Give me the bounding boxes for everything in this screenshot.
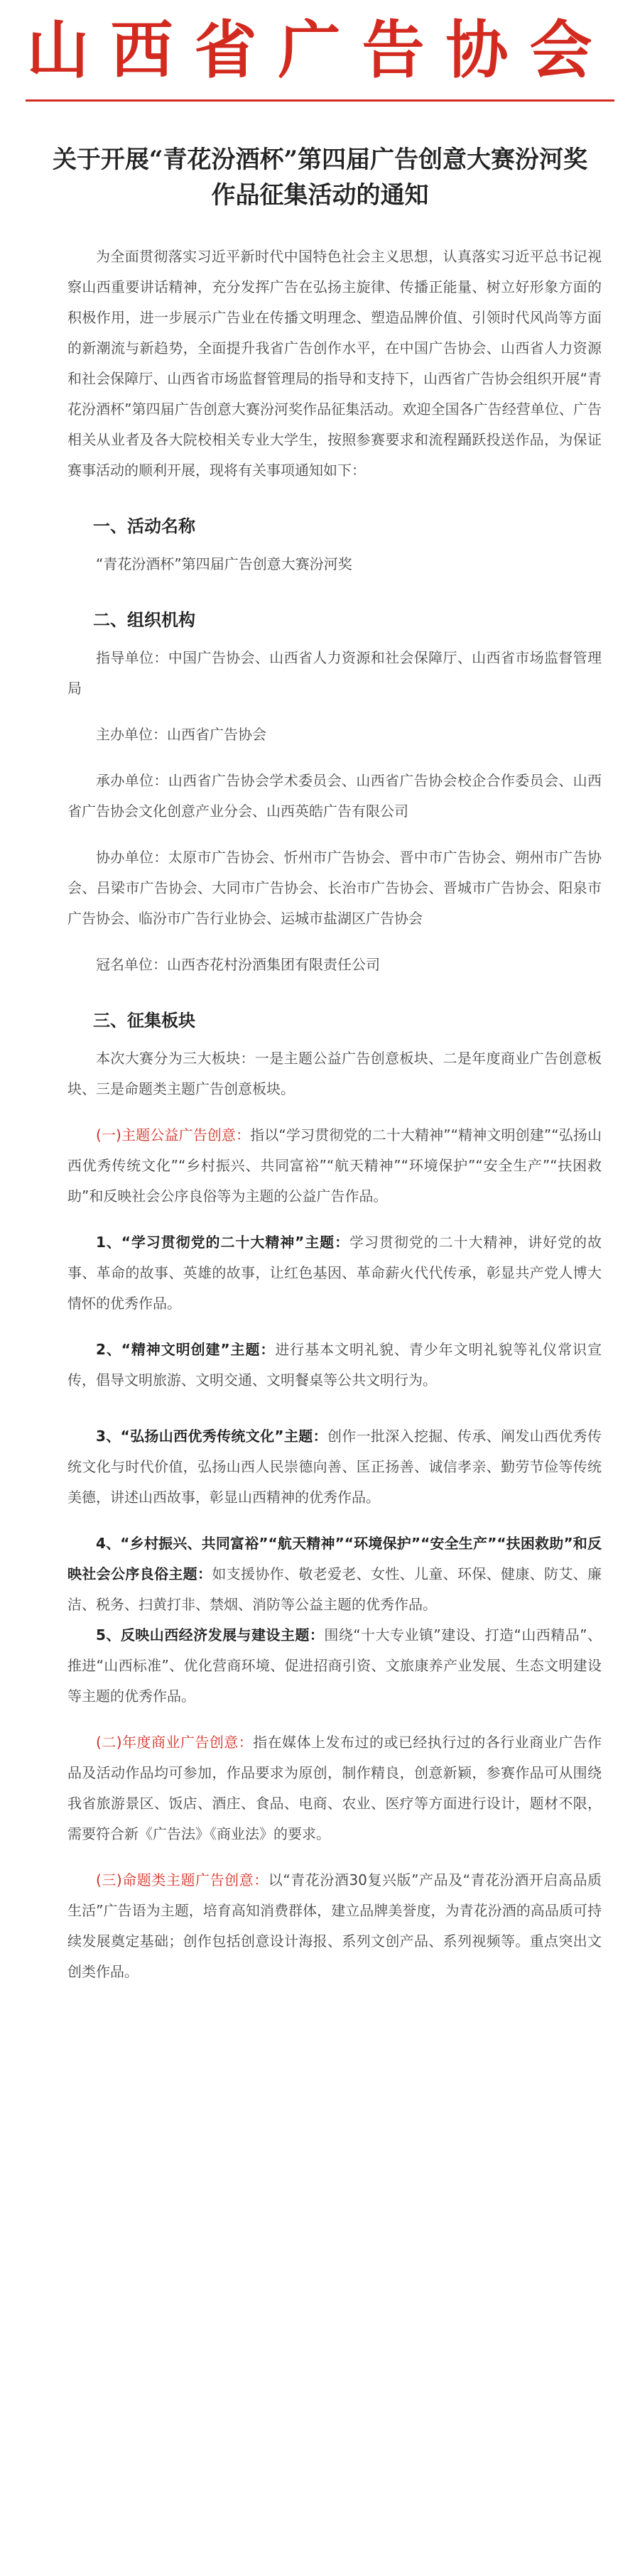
topic-label: 1、“学习贯彻党的二十大精神”主题： (96, 1234, 350, 1251)
host-unit: 主办单位：山西省广告协会 (96, 726, 266, 743)
topic-item (67, 1421, 602, 1513)
section-heading-activity-name: 一、活动名称 (93, 516, 195, 536)
commercial-text: 指在媒体上发布过的或已经执行过的各行业商业广告作品及活动作品均可参加，作品要求为原创，制作精良，创意新颖，参赛作品可从围绕我省旅游景区、饭店、酒庄、食品、电商、农业、医疗等方面进行设计，题材不限，需要符合新《广告法》《商业法》的要求。 (67, 1734, 602, 1842)
topic-text: 围绕“十大专业镇”建设、打造“山西精品”、推进“山西标准”、优化营商环境、促进招商引资、文旅康养产业发展、生态文明建设等主题的优秀作品。 (67, 1626, 602, 1705)
topic-label: 4、“乡村振兴、共同富裕”“航天精神”“环境保护”“安全生产”“扶困救助”和反映社会公序良俗主题： (67, 1535, 602, 1582)
topic-label: 3、“弘扬山西优秀传统文化”主题： (96, 1428, 327, 1445)
topic-item (67, 1227, 602, 1319)
commercial-category (67, 1727, 602, 1849)
notice-body (67, 241, 602, 1987)
org-name: 山西省广告协会 (26, 13, 614, 87)
topic-text: 进行基本文明礼貌、青少年文明礼貌等礼仪常识宣传，倡导文明旅游、文明交通、文明餐桌等公共文明行为。 (67, 1341, 602, 1388)
topic-item (67, 1335, 602, 1396)
public-welfare-category (67, 1120, 602, 1212)
proposition-text: 以“青花汾酒30复兴版”产品及“青花汾酒开启高品质生活”广告语为主题，培育高知消费群体，建立品牌美誉度，为青花汾酒的高品质可持续发展奠定基础；创作包括创意设计海报、系列文创产品、系列视频等。重点突出文创类作品。 (67, 1871, 602, 1980)
activity-name-text: “青花汾酒杯”第四届广告创意大赛汾河奖 (96, 555, 352, 572)
topic-item (67, 1620, 602, 1712)
proposition-category (67, 1865, 602, 1987)
topic-item (67, 1528, 602, 1620)
public-welfare-label: (一)主题公益广告创意： (96, 1126, 251, 1143)
red-divider (26, 99, 614, 102)
topic-text: 学习贯彻党的二十大精神，讲好党的故事、革命的故事、英雄的故事，让红色基因、革命薪火代代传承，彰显共产党人博大情怀的优秀作品。 (67, 1234, 602, 1312)
topic-text: 创作一批深入挖掘、传承、阐发山西优秀传统文化与时代价值，弘扬山西人民崇德向善、匡正扬善、诚信孝亲、勤劳节俭等传统美德，讲述山西故事，彰显山西精神的优秀作品。 (67, 1428, 602, 1506)
proposition-label: (三)命题类主题广告创意： (96, 1871, 269, 1888)
section-heading-organization: 二、组织机构 (93, 610, 195, 630)
guide-units: 指导单位：中国广告协会、山西省人力资源和社会保障厅、山西省市场监督管理局 (67, 649, 602, 697)
notice-title: 关于开展“青花汾酒杯”第四届广告创意大赛汾河奖作品征集活动的通知 (52, 146, 588, 210)
commercial-label: (二)年度商业广告创意： (96, 1734, 254, 1751)
topic-label: 2、“精神文明创建”主题： (96, 1341, 276, 1358)
topic-text: 如支援协作、敬老爱老、女性、儿童、环保、健康、防艾、廉洁、税务、扫黄打非、禁烟、消防等公益主题的优秀作品。 (67, 1565, 602, 1613)
intro-paragraph: 为全面贯彻落实习近平新时代中国特色社会主义思想，认真落实习近平总书记视察山西重要讲话精神，充分发挥广告在弘扬主旋律、传播正能量、树立好形象方面的积极作用，进一步展示广告业在传播文明理念、塑造品牌价值、引领时代风尚等方面的新潮流与新趋势，全面提升我省广告创作水平，在中国广告协会、山西省人力资源和社会保障厅、山西省市场监督管理局的指导和支持下，山西省广告协会组织开展“青花汾酒杯”第四届广告创意大赛汾河奖作品征集活动。欢迎全国各广告经营单位、广告相关从业者及各大院校相关专业大学生，按照参赛要求和流程踊跃投送作品，为保证赛事活动的顺利开展，现将有关事项通知如下： (67, 248, 602, 479)
section-heading-categories: 三、征集板块 (93, 1011, 195, 1031)
co-organizer-units: 协办单位：太原市广告协会、忻州市广告协会、晋中市广告协会、朔州市广告协会、吕梁市广告协会、大同市广告协会、长治市广告协会、晋城市广告协会、阳泉市广告协会、临汾市广告行业协会、运城市盐湖区广告协会 (67, 849, 602, 927)
masthead (0, 0, 640, 107)
categories-intro: 本次大赛分为三大板块：一是主题公益广告创意板块、二是年度商业广告创意板块、三是命题类主题广告创意板块。 (67, 1050, 602, 1097)
organizer-units: 承办单位：山西省广告协会学术委员会、山西省广告协会校企合作委员会、山西省广告协会文化创意产业分会、山西英皓广告有限公司 (67, 772, 602, 820)
topic-label: 5、反映山西经济发展与建设主题： (96, 1626, 325, 1643)
sponsor-unit: 冠名单位：山西杏花村汾酒集团有限责任公司 (96, 956, 380, 973)
public-welfare-text: 指以“学习贯彻党的二十大精神”“精神文明创建”“弘扬山西优秀传统文化”“乡村振兴、共同富裕”“航天精神”“环境保护”“安全生产”“扶困救助”和反映社会公序良俗等为主题的公益广告作品。 (67, 1126, 602, 1205)
